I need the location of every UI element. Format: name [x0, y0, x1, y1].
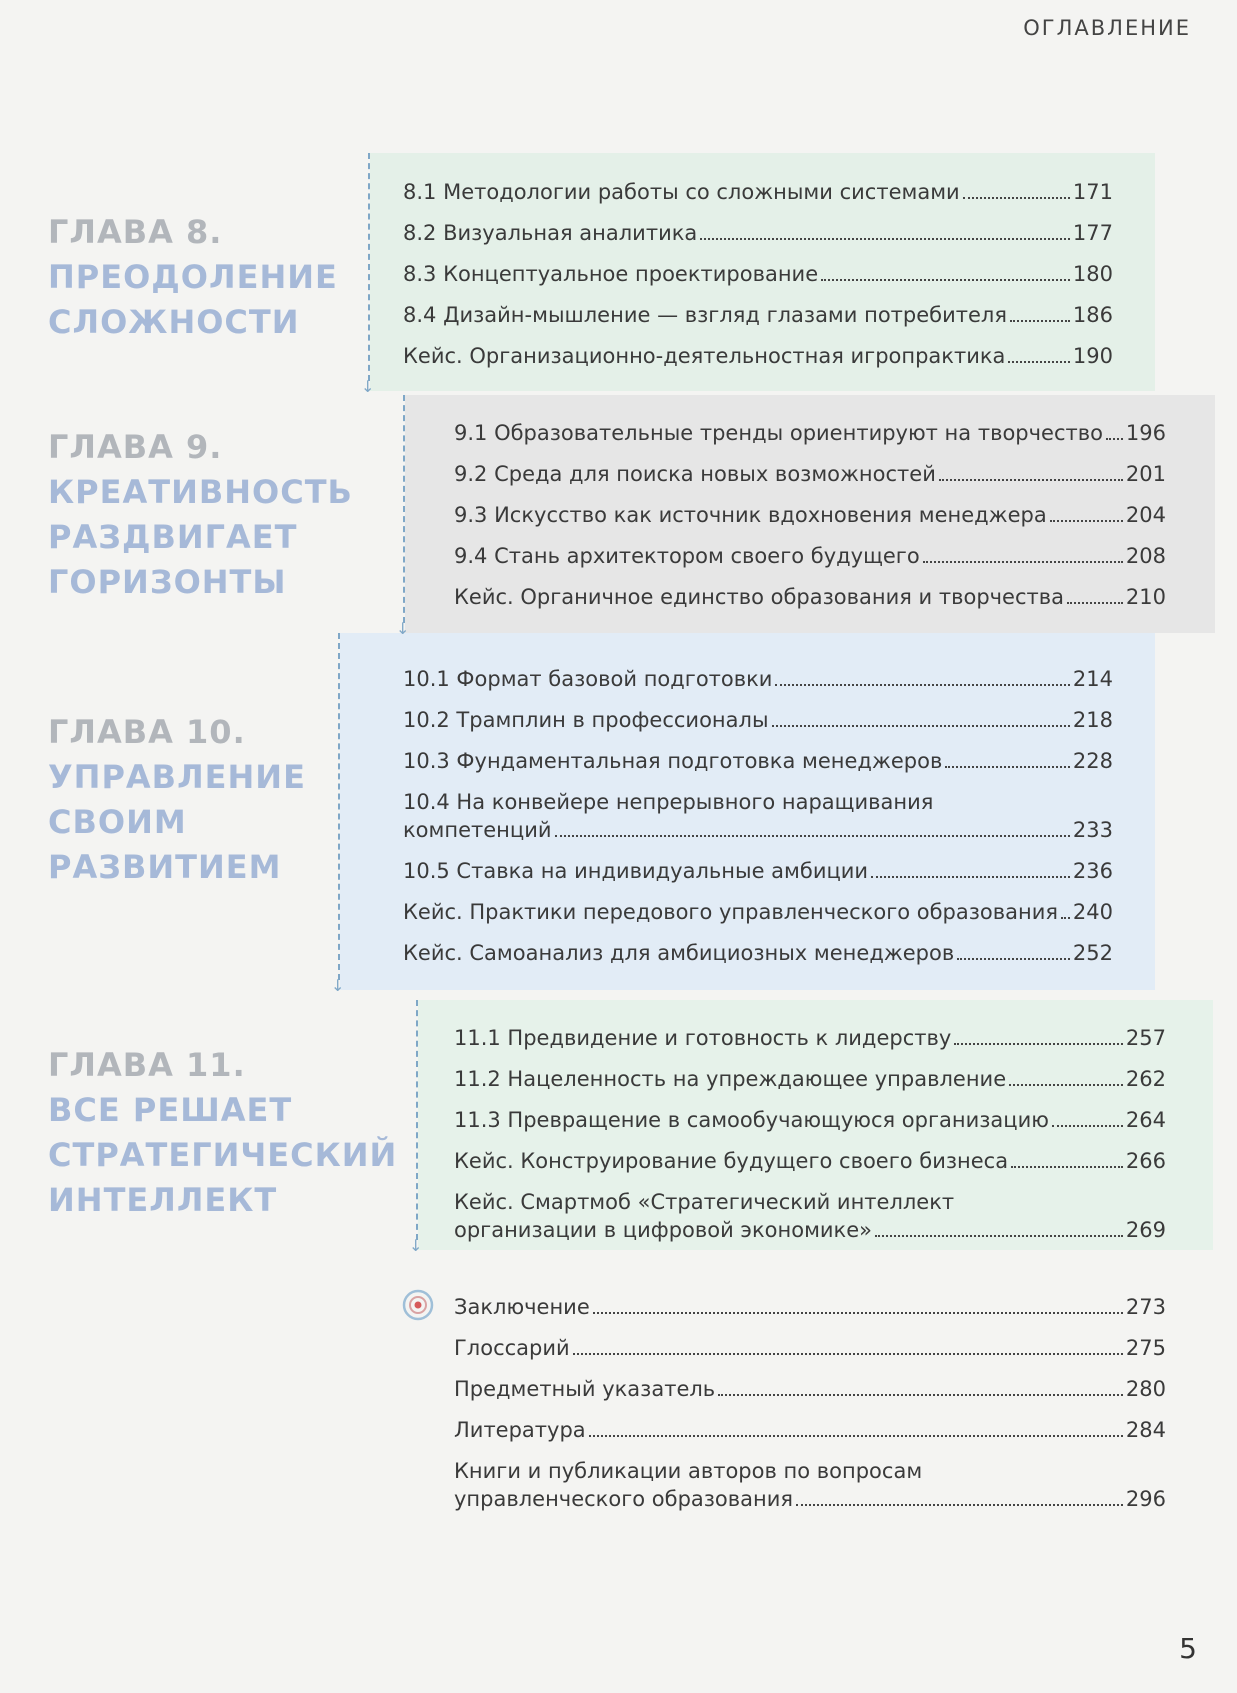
toc-entry-page: 262	[1125, 1067, 1166, 1091]
leader-dots	[954, 1043, 1123, 1045]
toc-entry-line2	[403, 816, 1113, 844]
toc-entry-page: 210	[1125, 585, 1166, 609]
toc-entry-title: 8.2 Визуальная аналитика	[403, 221, 698, 245]
toc-entry-title: Литература	[454, 1418, 586, 1442]
leader-dots	[573, 1353, 1123, 1355]
toc-entry[interactable]	[454, 1375, 1166, 1403]
toc-entry-title: Кейс. Органичное единство образования и творчества	[454, 585, 1064, 609]
chapter-8-title	[48, 210, 338, 345]
toc-entry-page: 208	[1125, 544, 1166, 568]
leader-dots	[555, 835, 1070, 837]
chapter-11-connector	[409, 1000, 423, 1255]
toc-entry[interactable]	[454, 542, 1166, 570]
chapter-10-number: ГЛАВА 10.	[48, 713, 246, 751]
toc-entry-page: 196	[1125, 421, 1166, 445]
toc-entry-title: 10.5 Ставка на индивидуальные амбиции	[403, 859, 869, 883]
toc-entry[interactable]	[454, 1147, 1166, 1175]
toc-entry[interactable]	[454, 460, 1166, 488]
toc-entry-title: 9.3 Искусство как источник вдохновения менеджера	[454, 503, 1047, 527]
leader-dots	[1052, 1125, 1123, 1127]
toc-entry-title: 11.2 Нацеленность на упреждающее управление	[454, 1067, 1007, 1091]
toc-entry-title-line2: управленческого образования	[454, 1487, 794, 1511]
chapter-8-connector	[361, 153, 375, 396]
toc-entry-title: Предметный указатель	[454, 1377, 716, 1401]
toc-entry-title: 9.1 Образовательные тренды ориентируют на творчество	[454, 421, 1103, 445]
toc-entry-page: 257	[1125, 1026, 1166, 1050]
toc-entry-page: 275	[1125, 1336, 1166, 1360]
chapter-11-number: ГЛАВА 11.	[48, 1046, 246, 1084]
toc-entry-page: 284	[1125, 1418, 1166, 1442]
leader-dots	[871, 876, 1070, 878]
chapter-9-connector	[396, 395, 410, 638]
running-header: ОГЛАВЛЕНИЕ	[1023, 16, 1191, 40]
leader-dots	[1008, 361, 1069, 363]
chapter-10-name-line: УПРАВЛЕНИЕ	[48, 758, 306, 796]
toc-entry[interactable]	[403, 260, 1113, 288]
toc-entry-title: Кейс. Организационно-деятельностная игропрактика	[403, 344, 1006, 368]
toc-entry-page: 280	[1125, 1377, 1166, 1401]
toc-entry-page: 266	[1125, 1149, 1166, 1173]
toc-entry-title: Кейс. Смартмоб «Стратегический интеллект	[454, 1190, 955, 1214]
toc-entry[interactable]	[403, 342, 1113, 370]
toc-entry-page: 171	[1072, 180, 1113, 204]
toc-entry[interactable]	[403, 178, 1113, 206]
chapter-9-name-line: РАЗДВИГАЕТ	[48, 518, 298, 556]
toc-entry-page: 186	[1072, 303, 1113, 327]
toc-entry-title: 8.4 Дизайн-мышление — взгляд глазами потребителя	[403, 303, 1007, 327]
toc-entry-title-line2: компетенций	[403, 818, 552, 842]
toc-entry[interactable]	[403, 747, 1113, 775]
toc-entry-page: 180	[1072, 262, 1113, 286]
toc-entry-title: 10.1 Формат базовой подготовки	[403, 667, 773, 691]
chapter-10-name-line: РАЗВИТИЕМ	[48, 848, 282, 886]
chevron-down-icon: ↓	[331, 976, 345, 995]
chapter-8-name-line: ПРЕОДОЛЕНИЕ	[48, 258, 338, 296]
toc-entry-page: 204	[1125, 503, 1166, 527]
toc-entry-title: 8.1 Методологии работы со сложными системами	[403, 180, 960, 204]
leader-dots	[875, 1235, 1123, 1237]
chapter-11-name-line: СТРАТЕГИЧЕСКИЙ	[48, 1136, 398, 1174]
toc-entry[interactable]	[454, 1065, 1166, 1093]
chapter-10-title	[48, 710, 306, 890]
leader-dots	[593, 1312, 1123, 1314]
toc-entry[interactable]	[454, 419, 1166, 447]
toc-entry[interactable]	[403, 857, 1113, 885]
leader-dots	[939, 479, 1123, 481]
leader-dots	[923, 561, 1123, 563]
toc-entry-page: 236	[1072, 859, 1113, 883]
chapter-11-title	[48, 1043, 397, 1223]
toc-entry[interactable]	[454, 1188, 1166, 1244]
leader-dots	[700, 238, 1070, 240]
toc-entry-page: 228	[1072, 749, 1113, 773]
toc-entry[interactable]	[403, 219, 1113, 247]
chapter-9-entries	[454, 419, 1166, 624]
leader-dots	[945, 766, 1070, 768]
toc-entry-title: 11.1 Предвидение и готовность к лидерству	[454, 1026, 952, 1050]
leader-dots	[589, 1435, 1123, 1437]
leader-dots	[775, 684, 1069, 686]
toc-entry[interactable]	[403, 301, 1113, 329]
leader-dots	[796, 1504, 1123, 1506]
leader-dots	[1061, 917, 1070, 919]
chapter-8-number: ГЛАВА 8.	[48, 213, 223, 251]
toc-entry-title: 10.2 Трамплин в профессионалы	[403, 708, 769, 732]
toc-entry-title: 9.4 Стань архитектором своего будущего	[454, 544, 920, 568]
toc-entry-title: 9.2 Среда для поиска новых возможностей	[454, 462, 936, 486]
toc-entry-title: Кейс. Самоанализ для амбициозных менеджеров	[403, 941, 955, 965]
toc-entry-title: Кейс. Практики передового управленческого образования	[403, 900, 1059, 924]
toc-entry[interactable]	[403, 788, 1113, 844]
leader-dots	[1010, 320, 1070, 322]
leader-dots	[1011, 1166, 1123, 1168]
leader-dots	[1106, 438, 1123, 440]
toc-entry-page: 233	[1072, 818, 1113, 842]
leader-dots	[1067, 602, 1123, 604]
chapter-8-entries	[403, 178, 1113, 383]
chapter-10-name-line: СВОИМ	[48, 803, 187, 841]
chapter-8-name-line: СЛОЖНОСТИ	[48, 303, 300, 341]
toc-entry[interactable]	[454, 501, 1166, 529]
toc-entry-page: 240	[1072, 900, 1113, 924]
toc-entry-page: 252	[1072, 941, 1113, 965]
toc-entry[interactable]	[454, 583, 1166, 611]
toc-entry[interactable]	[403, 665, 1113, 693]
back-matter-entries	[454, 1293, 1166, 1526]
toc-entry-title: Заключение	[454, 1295, 590, 1319]
toc-entry[interactable]	[454, 1106, 1166, 1134]
toc-entry-page: 269	[1125, 1218, 1166, 1242]
toc-entry-page: 201	[1125, 462, 1166, 486]
leader-dots	[1009, 1084, 1123, 1086]
toc-entry-title: 11.3 Превращение в самообучающуюся организацию	[454, 1108, 1049, 1132]
toc-entry-page: 296	[1125, 1487, 1166, 1511]
leader-dots	[821, 279, 1070, 281]
toc-entry-page: 218	[1072, 708, 1113, 732]
chevron-down-icon: ↓	[396, 619, 410, 638]
toc-entry-page: 177	[1072, 221, 1113, 245]
toc-entry-title: 8.3 Концептуальное проектирование	[403, 262, 819, 286]
chapter-9-title	[48, 425, 353, 605]
leader-dots	[957, 958, 1070, 960]
toc-entry-line2	[454, 1216, 1166, 1244]
chapter-11-entries	[454, 1024, 1166, 1257]
leader-dots	[963, 197, 1070, 199]
toc-entry-title: Глоссарий	[454, 1336, 570, 1360]
toc-entry-page: 264	[1125, 1108, 1166, 1132]
chapter-11-name-line: ИНТЕЛЛЕКТ	[48, 1181, 278, 1219]
toc-entry-page: 190	[1072, 344, 1113, 368]
toc-entry-title: 10.4 На конвейере непрерывного наращивания	[403, 790, 934, 814]
leader-dots	[718, 1394, 1123, 1396]
chapter-9-name-line: КРЕАТИВНОСТЬ	[48, 473, 353, 511]
toc-entry-page: 273	[1125, 1295, 1166, 1319]
chapter-10-connector	[331, 633, 345, 995]
chapter-9-number: ГЛАВА 9.	[48, 428, 223, 466]
toc-entry[interactable]	[454, 1334, 1166, 1362]
target-icon	[402, 1289, 434, 1321]
leader-dots	[1050, 520, 1123, 522]
toc-entry[interactable]	[403, 706, 1113, 734]
toc-entry-title: Книги и публикации авторов по вопросам	[454, 1459, 923, 1483]
page-number: 5	[1179, 1632, 1197, 1665]
toc-entry-line2	[454, 1485, 1166, 1513]
leader-dots	[772, 725, 1070, 727]
toc-entry[interactable]	[454, 1024, 1166, 1052]
chapter-10-entries	[403, 665, 1113, 980]
toc-entry-page: 214	[1072, 667, 1113, 691]
chapter-11-name-line: ВСЕ РЕШАЕТ	[48, 1091, 293, 1129]
toc-entry-title-line2: организации в цифровой экономике»	[454, 1218, 873, 1242]
toc-entry-title: Кейс. Конструирование будущего своего бизнеса	[454, 1149, 1009, 1173]
toc-entry[interactable]	[454, 1293, 1166, 1321]
chevron-down-icon: ↓	[409, 1236, 423, 1255]
toc-entry[interactable]	[454, 1457, 1166, 1513]
toc-entry-title: 10.3 Фундаментальная подготовка менеджеров	[403, 749, 943, 773]
toc-entry[interactable]	[403, 939, 1113, 967]
toc-entry[interactable]	[454, 1416, 1166, 1444]
toc-entry[interactable]	[403, 898, 1113, 926]
chapter-9-name-line: ГОРИЗОНТЫ	[48, 563, 287, 601]
chevron-down-icon: ↓	[361, 377, 375, 396]
